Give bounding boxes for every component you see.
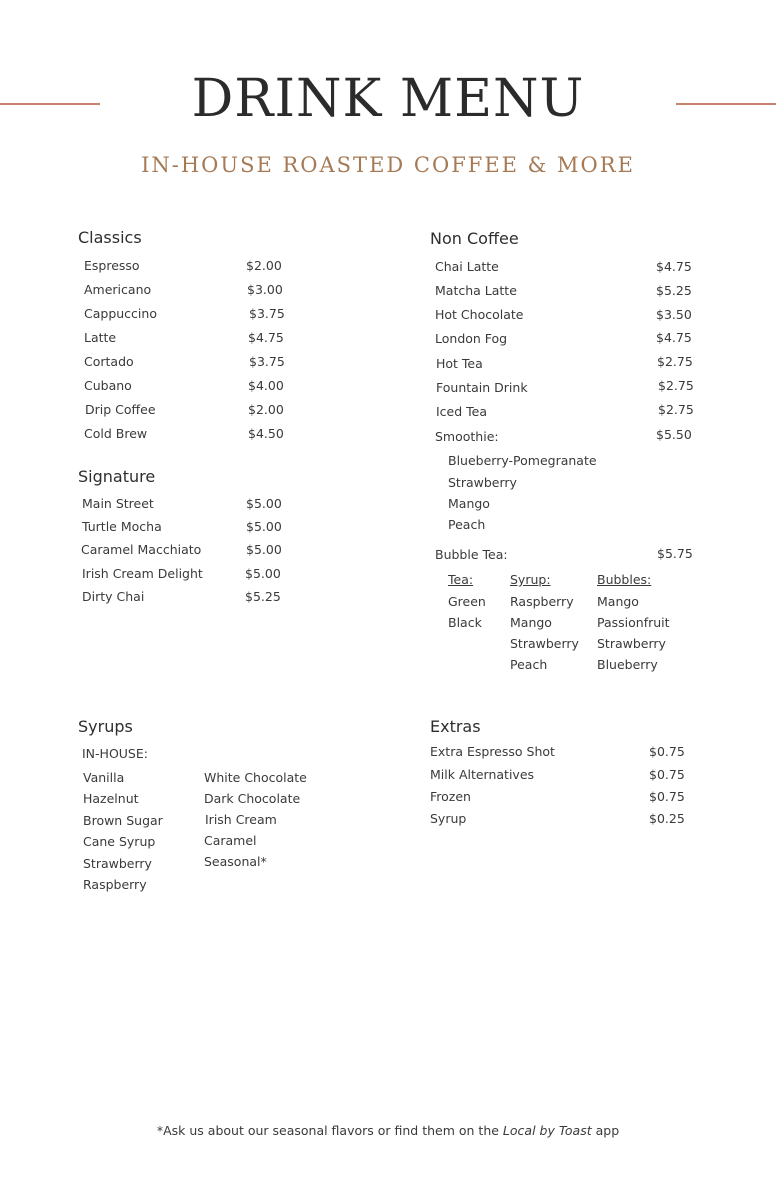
non-coffee-item-name: London Fog [435,331,508,346]
syrup-flavor: Irish Cream [205,812,277,827]
syrup-flavor: Vanilla [83,770,125,785]
bubble-tea-bubbles-option: Mango [597,594,639,609]
bubble-tea-bubbles-option: Passionfruit [597,615,670,630]
syrup-flavor: Caramel [204,833,257,848]
signature-item-name: Turtle Mocha [82,519,162,534]
bubble-tea-bubbles-option: Blueberry [597,657,658,672]
classics-item-price: $4.50 [248,426,284,441]
signature-heading: Signature [78,467,156,486]
footer-app-name: Local by Toast [502,1123,592,1138]
smoothie-flavor: Mango [448,496,490,511]
extras-item-name: Frozen [430,789,471,804]
extras-item-name: Milk Alternatives [430,767,535,782]
classics-item-name: Cubano [84,378,132,393]
bubble-tea-syrup-option: Mango [510,615,552,630]
non-coffee-item-name: Hot Tea [436,356,483,371]
non-coffee-item-price: $2.75 [657,354,693,369]
classics-item-price: $2.00 [248,402,284,417]
footer-note [0,1123,776,1139]
classics-item-price: $3.00 [247,282,283,297]
syrup-flavor: Brown Sugar [83,813,163,828]
syrup-flavor: Dark Chocolate [204,791,301,806]
classics-heading: Classics [78,228,142,247]
footer-note-end: app [591,1123,620,1138]
syrup-flavor: White Chocolate [204,770,307,785]
syrup-flavor: Cane Syrup [83,834,156,849]
classics-item-price: $3.75 [249,354,285,369]
bubble-tea-syrup-option: Strawberry [510,636,579,651]
syrups-subheading: IN-HOUSE: [82,746,148,761]
bubble-tea-syrup-option: Raspberry [510,594,574,609]
classics-item-name: Cappuccino [84,306,157,321]
syrup-flavor: Hazelnut [83,791,139,806]
extras-heading: Extras [430,717,481,736]
bubble-tea-tea-heading: Tea: [448,572,474,587]
smoothie-flavor: Strawberry [448,475,517,490]
classics-item-price: $4.00 [248,378,284,393]
extras-item-price: $0.25 [649,811,685,826]
classics-item-name: Latte [84,330,117,345]
bubble-tea-syrup-heading: Syrup: [510,572,551,587]
smoothie-flavor: Blueberry-Pomegranate [448,453,597,468]
non-coffee-item-name: Fountain Drink [436,380,528,395]
classics-item-price: $3.75 [249,306,285,321]
classics-item-price: $4.75 [248,330,284,345]
bubble-tea-tea-option: Black [448,615,482,630]
non-coffee-item-price: $5.25 [656,283,692,298]
non-coffee-item-price: $5.50 [656,427,692,442]
signature-item-name: Caramel Macchiato [81,542,202,557]
bubble-tea-syrup-option: Peach [510,657,548,672]
classics-item-name: Espresso [84,258,140,273]
extras-item-name: Extra Espresso Shot [430,744,555,759]
bubble-tea-bubbles-heading: Bubbles: [597,572,652,587]
bubble-tea-bubbles-option: Strawberry [597,636,666,651]
signature-item-name: Main Street [82,496,154,511]
non-coffee-item-price: $2.75 [658,402,694,417]
bubble-tea-label: Bubble Tea: [435,547,508,562]
non-coffee-item-price: $4.75 [656,259,692,274]
non-coffee-heading: Non Coffee [430,229,519,248]
non-coffee-item-name: Hot Chocolate [435,307,524,322]
classics-item-name: Drip Coffee [85,402,156,417]
signature-item-name: Irish Cream Delight [82,566,203,581]
footer-note-text: *Ask us about our seasonal flavors or find them on the [156,1123,503,1138]
non-coffee-item-price: $2.75 [658,378,694,393]
bubble-tea-tea-option: Green [448,594,486,609]
signature-item-price: $5.25 [245,589,281,604]
syrups-heading: Syrups [78,717,133,736]
signature-item-name: Dirty Chai [82,589,145,604]
classics-item-price: $2.00 [246,258,282,273]
signature-item-price: $5.00 [246,519,282,534]
signature-item-price: $5.00 [246,542,282,557]
syrup-flavor: Strawberry [83,856,152,871]
extras-item-name: Syrup [430,811,467,826]
menu-title: DRINK MENU [191,69,585,129]
non-coffee-item-name: Iced Tea [436,404,488,419]
bubble-tea-price: $5.75 [657,546,693,561]
syrup-flavor: Raspberry [83,877,147,892]
non-coffee-item-price: $4.75 [656,330,692,345]
classics-item-name: Americano [84,282,152,297]
classics-item-name: Cold Brew [84,426,148,441]
signature-item-price: $5.00 [246,496,282,511]
non-coffee-item-name: Chai Latte [435,259,499,274]
non-coffee-item-price: $3.50 [656,307,692,322]
extras-item-price: $0.75 [649,744,685,759]
signature-item-price: $5.00 [245,566,281,581]
extras-item-price: $0.75 [649,789,685,804]
extras-item-price: $0.75 [649,767,685,782]
classics-item-name: Cortado [84,354,134,369]
non-coffee-item-name: Smoothie: [435,429,499,444]
smoothie-flavor: Peach [448,517,486,532]
non-coffee-item-name: Matcha Latte [435,283,517,298]
menu-subtitle: IN-HOUSE ROASTED COFFEE & MORE [141,153,635,177]
syrup-flavor: Seasonal* [204,854,267,869]
